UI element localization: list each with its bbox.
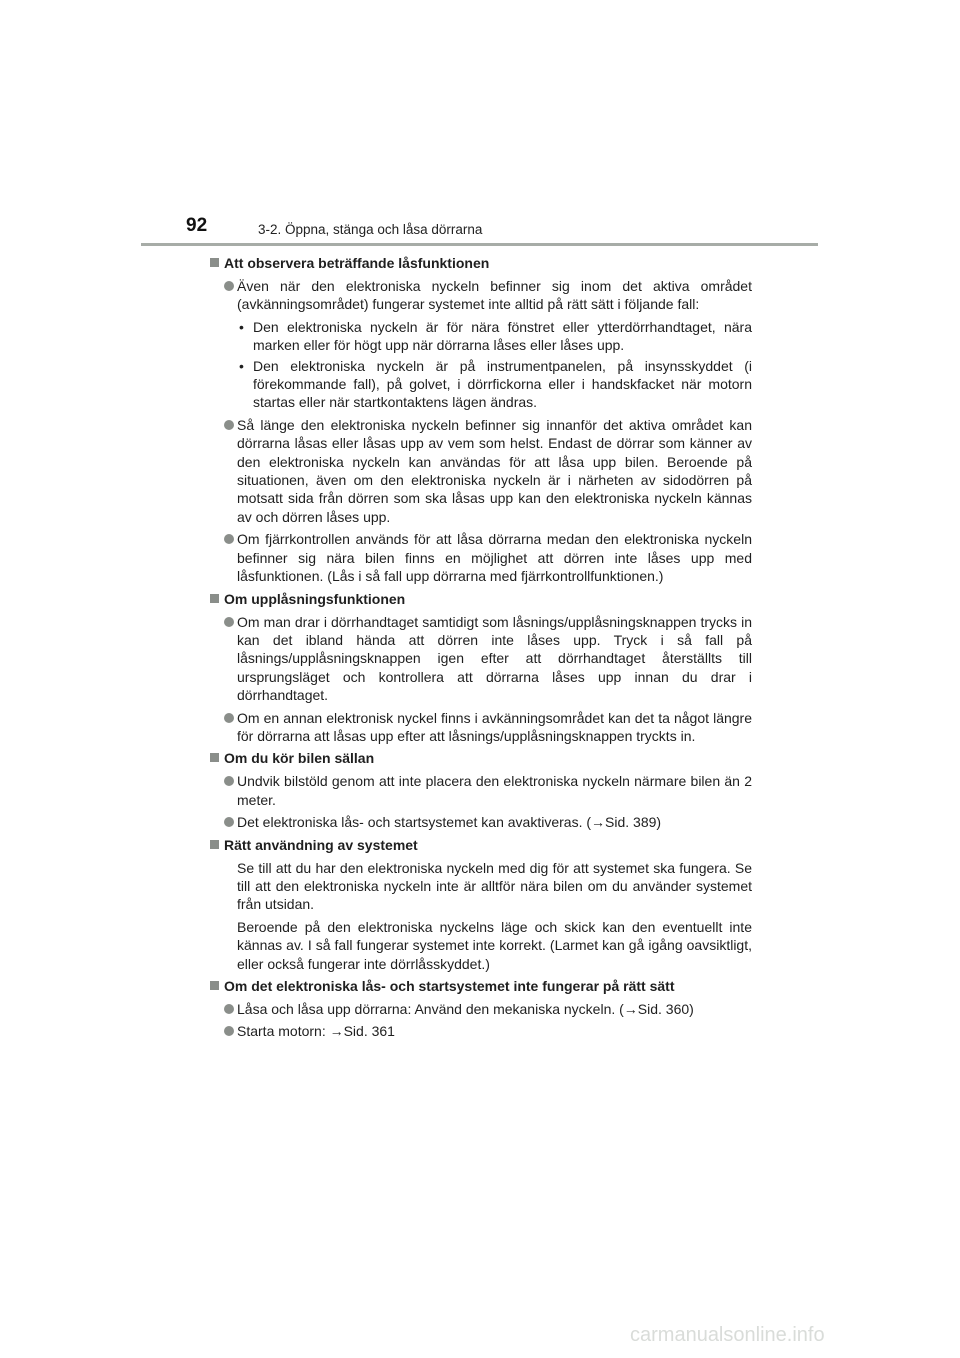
section-malfunction — [210, 977, 752, 1041]
circle-bullet-icon — [224, 817, 234, 827]
list-item-text: Om fjärrkontrollen används för att låsa dörrarna medan den elektroniska nyckeln befinner sig nära bilen finns en möjlighet att dörren inte låses upp med låsfunktionen. (Lås i så fall upp dörrarna med fjärrkontrollfunktionen.) — [237, 531, 752, 585]
circle-bullet-icon — [224, 1026, 234, 1036]
section-heading — [210, 749, 752, 767]
sub-list-item — [210, 318, 752, 355]
list-item — [210, 1022, 752, 1040]
sub-list-item-text: Den elektroniska nyckeln är för nära fönstret eller ytterdörrhandtaget, nära marken eller för högt upp när dörrarna låses eller låses upp. — [253, 318, 752, 354]
heading-text: Om du kör bilen sällan — [224, 750, 375, 767]
circle-bullet-icon — [224, 1004, 234, 1014]
small-bullet-icon: • — [239, 318, 244, 335]
list-item — [210, 709, 752, 746]
list-item-text: Så länge den elektroniska nyckeln befinner sig innanför det aktiva området kan dörrarna låsas eller låsas upp av vem som helst. Endast de dörrar som känner av den elektroniska nyckeln kan användas för att låsa upp bilen. Beroende på situationen, även om den elektroniska nyckeln är i närheten av sidodörren på motsatt sida från dörren som ska låsas upp kan den elektroniska nyckeln kännas av och dörren låses upp. — [237, 416, 752, 525]
heading-text: Rätt användning av systemet — [224, 836, 418, 853]
list-item-text: Starta motorn: →Sid. 361 — [237, 1023, 395, 1040]
circle-bullet-icon — [224, 776, 234, 786]
heading-text: Om det elektroniska lås- och startsystemet inte fungerar på rätt sätt — [224, 978, 675, 994]
square-bullet-icon — [210, 840, 219, 849]
page-number: 92 — [186, 215, 208, 236]
heading-text: Om upplåsningsfunktionen — [224, 590, 406, 607]
list-item — [210, 1000, 752, 1018]
list-item — [210, 613, 752, 705]
section-heading — [210, 836, 752, 854]
header-divider — [141, 243, 818, 246]
section-heading — [210, 254, 752, 272]
chapter-section-title: 3-2. Öppna, stänga och låsa dörrarna — [258, 222, 483, 237]
sub-list-item — [210, 357, 752, 412]
circle-bullet-icon — [224, 617, 234, 627]
paragraph: Se till att du har den elektroniska nyckeln med dig för att systemet ska fungera. Se till att den elektroniska nyckeln inte är alltför nära bilen om du använder systemet från utsidan. — [237, 859, 752, 913]
list-item — [210, 416, 752, 526]
circle-bullet-icon — [224, 420, 234, 430]
paragraph: Beroende på den elektroniska nyckelns läge och skick kan den eventuellt inte kännas av. I så fall fungerar systemet inte korrekt. (Larmet kan gå igång oavsiktligt, eller också fungerar inte dörrlåsskyddet.) — [237, 918, 752, 972]
circle-bullet-icon — [224, 713, 234, 723]
list-item-text: Det elektroniska lås- och startsystemet kan avaktiveras. (→Sid. 389) — [237, 814, 662, 831]
section-lock-function — [210, 254, 752, 586]
list-item — [210, 772, 752, 809]
sub-list-item-text: Den elektroniska nyckeln är på instrumentpanelen, på insynsskyddet (i förekommande fall), på golvet, i dörrfickorna eller i handskfacket när motorn startas eller när startkontaktens lägen ändras. — [253, 357, 752, 411]
square-bullet-icon — [210, 258, 219, 267]
list-item — [210, 813, 752, 831]
square-bullet-icon — [210, 981, 219, 990]
list-item-text: Även när den elektroniska nyckeln befinner sig inom det aktiva området (avkänningsområdet) fungerar systemet inte alltid på rätt sätt i följande fall: — [237, 278, 752, 313]
section-heading — [210, 590, 752, 608]
list-item-text: Undvik bilstöld genom att inte placera den elektroniska nyckeln närmare bilen än 2 meter. — [237, 773, 752, 808]
list-item-text: Om man drar i dörrhandtaget samtidigt som låsnings/upplåsningsknappen trycks in kan det ibland hända att dörren inte låses upp. Tryck i så fall på låsnings/upplåsningsknappen igen efter att dörrhandtaget återställts till ursprungsläget och kontrollera att dörrarna låses upp innan du drar i dörrhandtaget. — [237, 613, 752, 704]
circle-bullet-icon — [224, 534, 234, 544]
list-item — [210, 277, 752, 314]
square-bullet-icon — [210, 594, 219, 603]
manual-body — [210, 254, 752, 1045]
watermark-text: carmanualsonline.info — [630, 1324, 825, 1346]
list-item-text: Låsa och låsa upp dörrarna: Använd den mekaniska nyckeln. (→Sid. 360) — [237, 1001, 694, 1017]
section-infrequent-use — [210, 749, 752, 831]
section-unlock-function — [210, 590, 752, 746]
list-item — [210, 530, 752, 585]
section-heading — [210, 977, 752, 995]
list-item-text: Om en annan elektronisk nyckel finns i avkänningsområdet kan det ta något längre för dörrarna att låsas upp efter att låsnings/upplåsningsknappen tryckts in. — [237, 709, 752, 744]
heading-text: Att observera beträffande låsfunktionen — [224, 255, 490, 271]
small-bullet-icon: • — [239, 357, 244, 374]
section-correct-use — [210, 836, 752, 973]
circle-bullet-icon — [224, 281, 234, 291]
square-bullet-icon — [210, 753, 219, 762]
